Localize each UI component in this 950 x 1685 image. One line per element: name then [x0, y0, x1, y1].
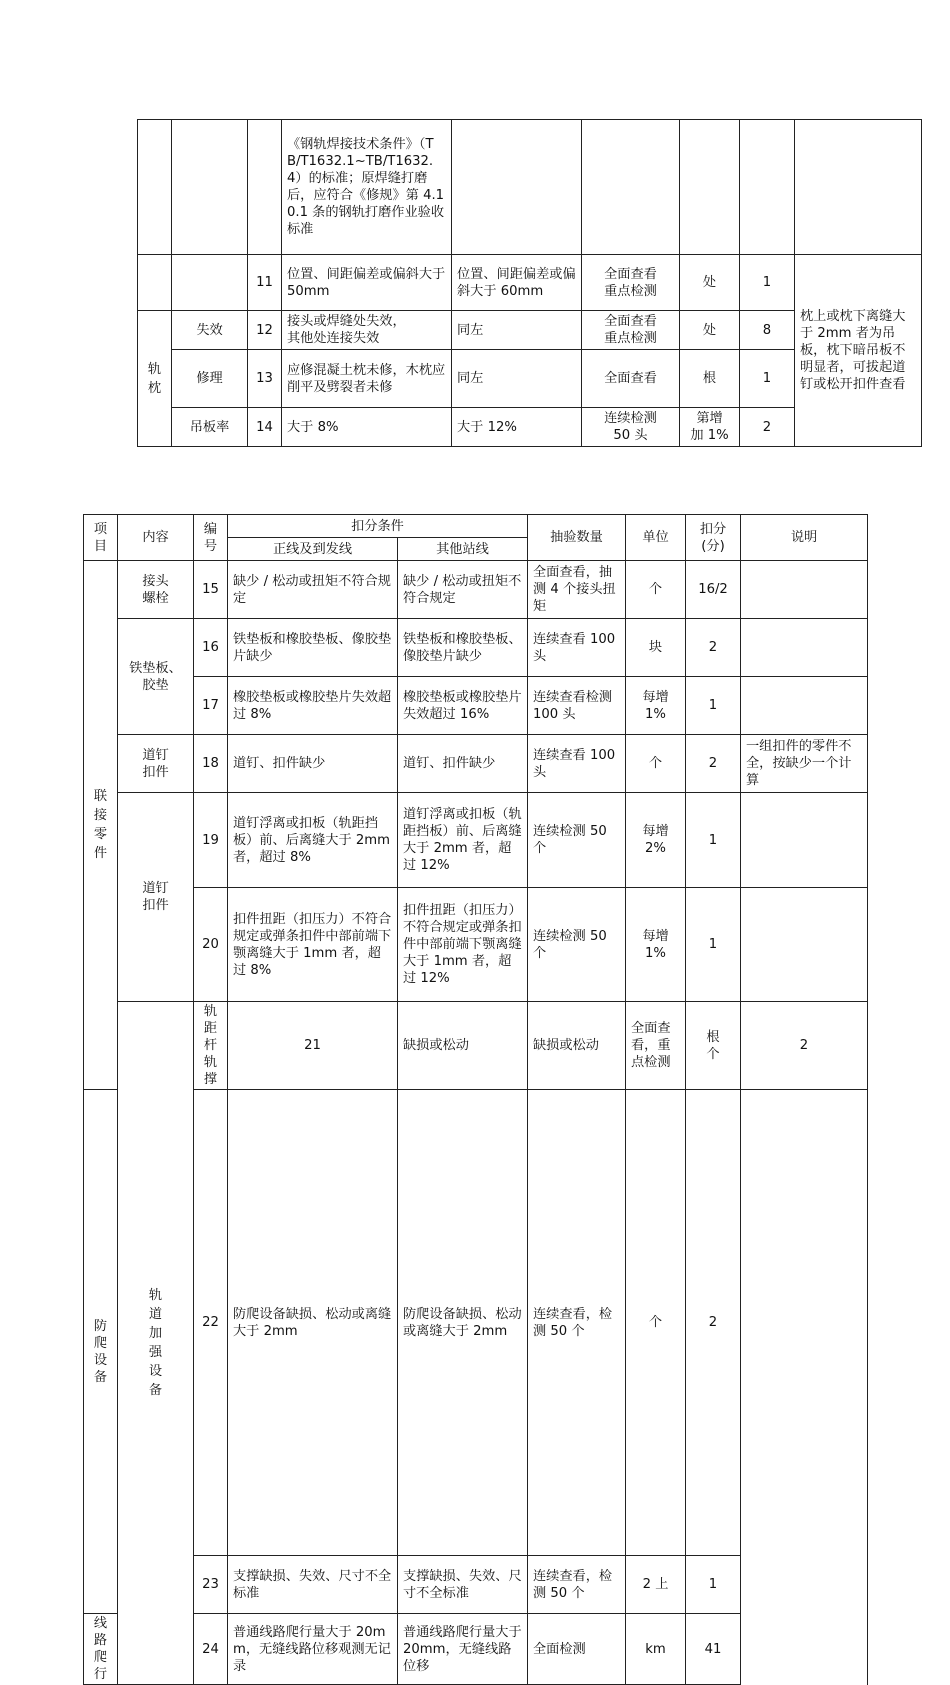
cell-content: 防爬 设备 [84, 1090, 118, 1614]
table-row [84, 677, 868, 735]
cell-no: 14 [248, 408, 282, 447]
cell-main-line: 扣件扭距（扣压力）不符合规定或弹条扣件中部前端下颚离缝大于 1mm 者，超过 8% [228, 888, 398, 1002]
header-conditions: 扣分条件 [228, 515, 528, 538]
cell-no: 16 [194, 619, 228, 677]
cell-sample: 全面检测 [528, 1614, 626, 1685]
table-row [84, 1556, 868, 1614]
table-row [84, 1090, 868, 1556]
cell-unit: 处 [680, 255, 740, 311]
cell-content: 线路 爬行 [84, 1614, 118, 1685]
cell-other-line: 普通线路爬行量大于 20mm，无缝线路位移 [398, 1614, 528, 1685]
header-item: 项 目 [84, 515, 118, 561]
cell-no: 22 [194, 1090, 228, 1556]
cell-score: 1 [686, 793, 741, 888]
header-other-line: 其他站线 [398, 538, 528, 561]
cell-no: 18 [194, 735, 228, 793]
table-row [84, 793, 868, 888]
cell-main-line: 普通线路爬行量大于 20mm，无缝线路位移观测无记录 [228, 1614, 398, 1685]
header-note: 说明 [741, 515, 868, 561]
cell-score: 1 [740, 255, 795, 311]
table-row [84, 619, 868, 677]
cell-other-line: 缺损或松动 [528, 1002, 626, 1090]
cell-content: 道钉 扣件 [118, 793, 194, 1002]
cell-score: 1 [686, 1556, 741, 1614]
table-fastenings [83, 514, 868, 1685]
cell-main-line: 位置、间距偏差或偏斜大于 50mm [282, 255, 452, 311]
cell-content: 道钉 扣件 [118, 735, 194, 793]
cell-group-sleepers: 轨 枕 [138, 311, 172, 447]
cell-other-line: 同左 [452, 311, 582, 350]
cell-score: 2 [741, 1002, 868, 1090]
cell-main-line: 道钉浮离或扣板（轨距挡板）前、后离缝大于 2mm 者，超过 8% [228, 793, 398, 888]
cell-no: 11 [248, 255, 282, 311]
cell-no: 12 [248, 311, 282, 350]
cell-score: 41 [686, 1614, 741, 1685]
cell-score: 1 [740, 350, 795, 408]
cell-main-line: 接头或焊缝处失效， 其他处连接失效 [282, 311, 452, 350]
cell-score: 2 [686, 619, 741, 677]
header-main-line: 正线及到发线 [228, 538, 398, 561]
cell-unit: 个 [626, 735, 686, 793]
cell-note: 一组扣件的零件不全，按缺少一个计算 [741, 735, 868, 793]
header-content: 内容 [118, 515, 194, 561]
cell-content: 吊板率 [172, 408, 248, 447]
header-score: 扣分 (分) [686, 515, 741, 561]
header-no: 编 号 [194, 515, 228, 561]
cell-content: 接头 螺栓 [118, 561, 194, 619]
cell-sample: 连续查看 100 头 [528, 619, 626, 677]
cell-other-line: 道钉浮离或扣板（轨距挡板）前、后离缝大于 2mm 者，超过 12% [398, 793, 528, 888]
cell-other-line: 橡胶垫板或橡胶垫片失效超过 16% [398, 677, 528, 735]
cell-unit: km [626, 1614, 686, 1685]
cell-sample: 连续查看检测 100 头 [528, 677, 626, 735]
table-row [84, 1002, 868, 1090]
cell-unit: 块 [626, 619, 686, 677]
cell-unit: 根 个 [686, 1002, 741, 1090]
cell-no: 20 [194, 888, 228, 1002]
cell-other-line: 同左 [452, 350, 582, 408]
table-header-row [84, 515, 868, 538]
cell-unit: 个 [626, 561, 686, 619]
cell-no: 17 [194, 677, 228, 735]
cell-other-line: 防爬设备缺损、松动或离缝大于 2mm [398, 1090, 528, 1556]
cell-other-line: 缺少 / 松动或扭矩不符合规定 [398, 561, 528, 619]
table-row [84, 561, 868, 619]
table-rail-sleepers [137, 119, 922, 447]
cell-score: 1 [686, 677, 741, 735]
cell-other-line: 铁垫板和橡胶垫板、像胶垫片缺少 [398, 619, 528, 677]
cell-unit: 每增 1% [626, 677, 686, 735]
cell-sample: 全面查看 [582, 350, 680, 408]
cell-score: 1 [686, 888, 741, 1002]
cell-other-line: 道钉、扣件缺少 [398, 735, 528, 793]
cell-main-line: 大于 8% [282, 408, 452, 447]
cell-no: 23 [194, 1556, 228, 1614]
cell-sample: 连续查看 100 头 [528, 735, 626, 793]
cell-sample: 全面查看 重点检测 [582, 255, 680, 311]
table-row [138, 120, 922, 255]
cell-sample: 全面查看，抽测 4 个接头扭矩 [528, 561, 626, 619]
table-row [138, 255, 922, 311]
cell-content: 失效 [172, 311, 248, 350]
cell-sample: 连续检测 50 头 [582, 408, 680, 447]
cell-group-reinforcement: 轨 道 加 强 设 备 [118, 1002, 194, 1685]
cell-unit: 第增 加 1% [680, 408, 740, 447]
cell-unit: 处 [680, 311, 740, 350]
cell-unit: 根 [680, 350, 740, 408]
cell-unit: 每增 1% [626, 888, 686, 1002]
cell-no: 19 [194, 793, 228, 888]
cell-no: 15 [194, 561, 228, 619]
cell-other-line: 位置、间距偏差或偏斜大于 60mm [452, 255, 582, 311]
cell-other-line: 扣件扭距（扣压力）不符合规定或弹条扣件中部前端下颚离缝大于 1mm 者，超过 12% [398, 888, 528, 1002]
cell-unit: 2 上 [626, 1556, 686, 1614]
cell-main-line: 应修混凝土枕未修，木枕应削平及劈裂者未修 [282, 350, 452, 408]
table-row [84, 888, 868, 1002]
cell-sample: 全面查看 重点检测 [582, 311, 680, 350]
cell-sample: 连续查看，检测 50 个 [528, 1090, 626, 1556]
cell-sample: 连续检测 50 个 [528, 888, 626, 1002]
cell-note: 枕上或枕下离缝大于 2mm 者为吊板，枕下暗吊板不明显者，可拔起道钉或松开扣件查看 [795, 255, 922, 447]
cell-main-line: 道钉、扣件缺少 [228, 735, 398, 793]
cell-sample: 连续检测 50 个 [528, 793, 626, 888]
header-unit: 单位 [626, 515, 686, 561]
cell-main-line: 缺损或松动 [398, 1002, 528, 1090]
cell-other-line: 大于 12% [452, 408, 582, 447]
cell-other-line: 支撑缺损、失效、尺寸不全标准 [398, 1556, 528, 1614]
cell-score: 2 [740, 408, 795, 447]
cell-main-line: 防爬设备缺损、松动或离缝大于 2mm [228, 1090, 398, 1556]
cell-main-line: 缺少 / 松动或扭矩不符合规定 [228, 561, 398, 619]
cell-unit: 个 [626, 1090, 686, 1556]
cell-group-fastenings: 联 接 零 件 [84, 561, 118, 1090]
cell-no: 21 [228, 1002, 398, 1090]
cell-score: 2 [686, 1090, 741, 1556]
cell-no: 24 [194, 1614, 228, 1685]
cell-score: 16/2 [686, 561, 741, 619]
header-sample: 抽验数量 [528, 515, 626, 561]
cell-content: 轨距杆 轨撑 [194, 1002, 228, 1090]
table-row [84, 735, 868, 793]
cell-content: 修理 [172, 350, 248, 408]
cell-no: 13 [248, 350, 282, 408]
cell-content: 铁垫板、 胶垫 [118, 619, 194, 735]
cell-main-line: 铁垫板和橡胶垫板、像胶垫片缺少 [228, 619, 398, 677]
table-row [84, 1614, 868, 1685]
cell-main-line: 支撑缺损、失效、尺寸不全标准 [228, 1556, 398, 1614]
cell-main-line: 《钢轨焊接技术条件》（TB/T1632.1~TB/T1632.4）的标准；原焊缝打磨后，应符合《修规》第 4.10.1 条的钢轨打磨作业验收标准 [282, 120, 452, 255]
cell-sample: 连续查看，检测 50 个 [528, 1556, 626, 1614]
cell-unit: 每增 2% [626, 793, 686, 888]
cell-score: 2 [686, 735, 741, 793]
cell-sample: 全面查看，重点检测 [626, 1002, 686, 1090]
cell-score: 8 [740, 311, 795, 350]
cell-main-line: 橡胶垫板或橡胶垫片失效超过 8% [228, 677, 398, 735]
